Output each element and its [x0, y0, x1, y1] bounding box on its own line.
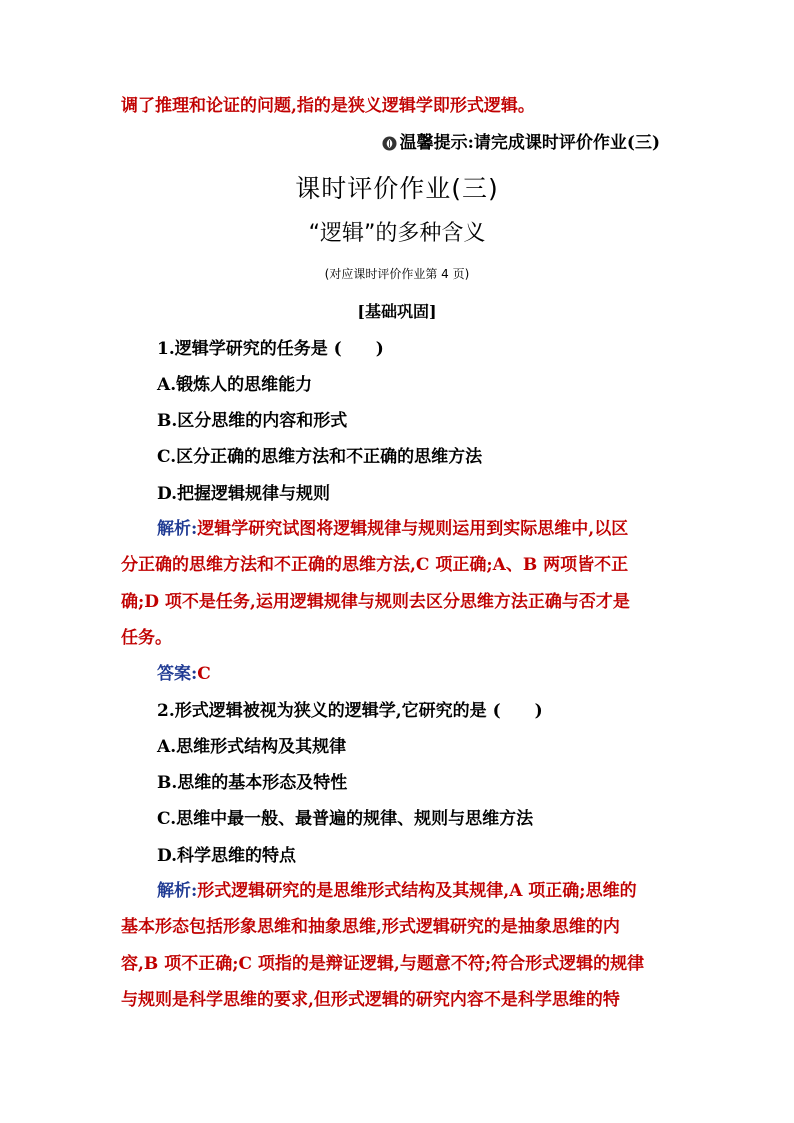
analysis-line: 分正确的思维方法和不正确的思维方法,C 项正确;A、B 两项皆不正	[121, 555, 629, 575]
analysis-line	[157, 879, 637, 903]
reminder-note	[382, 131, 660, 155]
option-b: B.区分思维的内容和形式	[157, 411, 348, 431]
option-c: C.思维中最一般、最普遍的规律、规则与思维方法	[157, 809, 534, 829]
answer-line	[157, 662, 211, 686]
analysis-line: 容,B 项不正确;C 项指的是辩证逻辑,与题意不符;符合形式逻辑的规律	[121, 954, 645, 974]
option-c: C.区分正确的思维方法和不正确的思维方法	[157, 447, 483, 467]
continued-analysis-line: 调了推理和论证的问题,指的是狭义逻辑学即形式逻辑。	[121, 96, 535, 116]
answer-value: C	[197, 664, 211, 684]
option-d: D.科学思维的特点	[157, 846, 297, 866]
analysis-text: 形式逻辑研究的是思维形式结构及其规律,A 项正确;思维的	[197, 881, 637, 901]
option-a: A.思维形式结构及其规律	[157, 737, 347, 757]
section-heading: [基础巩固]	[357, 302, 437, 321]
analysis-label: 解析:	[157, 519, 198, 539]
analysis-line: 确;D 项不是任务,运用逻辑规律与规则去区分思维方法正确与否才是	[121, 592, 630, 612]
question-stem: 2.形式逻辑被视为狭义的逻辑学,它研究的是 ( )	[157, 701, 543, 721]
analysis-line: 基本形态包括形象思维和抽象思维,形式逻辑研究的是抽象思维的内	[121, 917, 620, 937]
analysis-line: 与规则是科学思维的要求,但形式逻辑的研究内容不是科学思维的特	[121, 990, 620, 1010]
page-title: 课时评价作业(三)	[295, 174, 499, 203]
analysis-line	[157, 517, 628, 541]
answer-label: 答案:	[157, 664, 198, 684]
analysis-label: 解析:	[157, 881, 198, 901]
question-stem: 1.逻辑学研究的任务是 ( )	[157, 339, 384, 359]
reminder-text: 温馨提示:请完成课时评价作业(三)	[399, 133, 660, 153]
analysis-line: 任务。	[121, 628, 172, 648]
leaf-logo-icon	[382, 136, 397, 151]
page-subtitle: “逻辑”的多种含义	[308, 221, 486, 246]
option-b: B.思维的基本形态及特性	[157, 773, 348, 793]
analysis-text: 逻辑学研究试图将逻辑规律与规则运用到实际思维中,以区	[197, 519, 629, 539]
page-reference-note: (对应课时评价作业第 4 页)	[324, 267, 470, 281]
option-d: D.把握逻辑规律与规则	[157, 484, 331, 504]
option-a: A.锻炼人的思维能力	[157, 375, 313, 395]
